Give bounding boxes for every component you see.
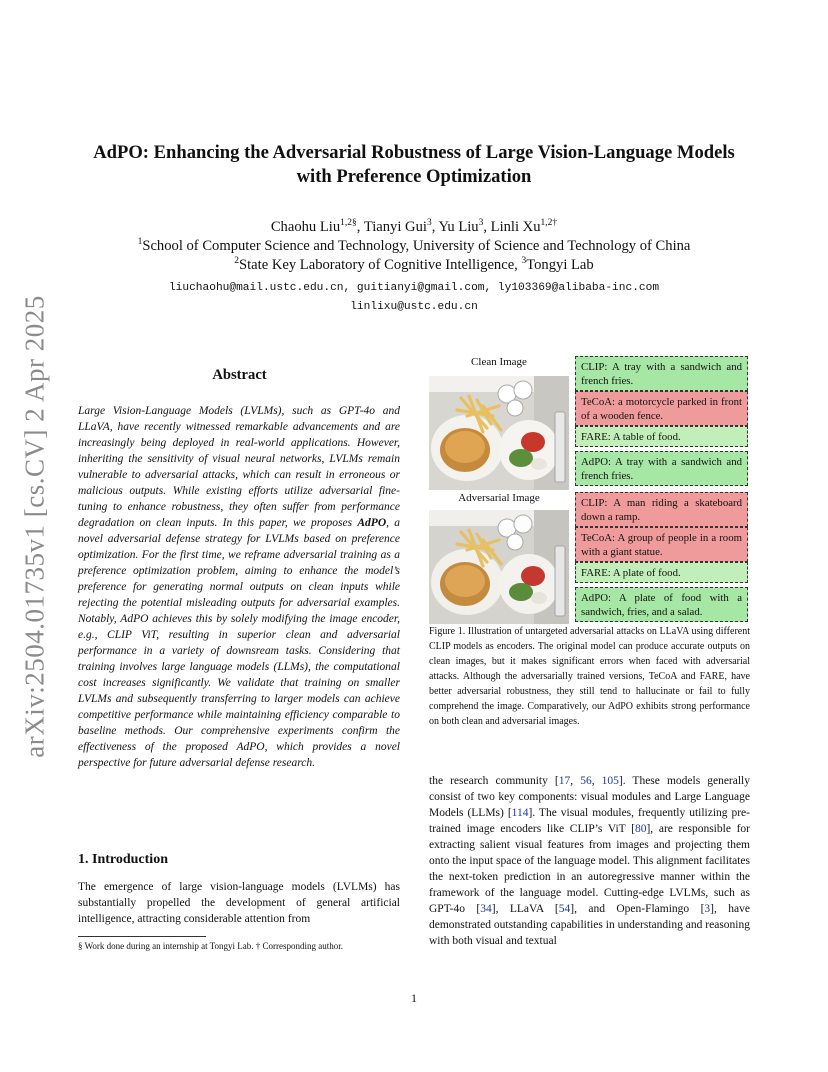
clean-caption-clip: CLIP: A tray with a sandwich and french fries. xyxy=(575,356,748,391)
abstract-text: Large Vision-Language Models (LVLMs), such as GPT-4o and LLaVA, have recently witnessed remarkable advancements and are increasingly being deployed in real-world applications. However, inheriting the sensitivity of visual neural networks, LVLMs remain vulnerable to adversarial attacks, which can result in erroneous or malicious outputs. While existing efforts utilize adversarial fine-tuning to enhance robustness, they often suffer from performance degradation on clean inputs. In this paper, we proposes AdPO, a novel adversarial defense strategy for LVLMs based on preference optimization. For the first time, we reframe adversarial training as a preference optimization problem, aiming to enhance the model’s preference for generating normal outputs on clean inputs while rejecting the potential misleading outputs for adversarial examples. Notably, AdPO achieves this by solely modifying the image encoder, e.g., CLIP ViT, resulting in superior clean and adversarial performance in a variety of downsream tasks. Considering that training involves large language models (LLMs), the computational cost increases significantly. We validate that training on smaller LVLMs and subsequently transferring to larger models can achieve competitive performance while maintaining efficiency comparable to baseline methods. Our comprehensive experiments confirm the effectiveness of the proposed AdPO, which provides a novel perspective for future adversarial defense research. xyxy=(78,405,400,769)
author-emails xyxy=(60,279,768,317)
affiliation-1: $^1$School of Computer Science and Technology, University of Science and Technology of China xyxy=(137,237,691,254)
adversarial-caption-tecoa: TeCoA: A group of people in a room with a giant statue. xyxy=(575,527,748,562)
author-name: Chaohu Liu xyxy=(270,219,341,235)
author-name: Yu Liu xyxy=(438,219,479,235)
author-affiliation-mark: 3 xyxy=(426,218,432,229)
author-affiliation-mark: 3 xyxy=(478,218,484,229)
citation-link[interactable]: 3 xyxy=(704,903,711,915)
footnote-rule xyxy=(78,936,206,937)
citation-link[interactable]: 56 xyxy=(580,775,592,787)
arxiv-stamp xyxy=(20,292,50,760)
clean-image-label: Clean Image xyxy=(471,356,527,368)
abstract-heading: Abstract xyxy=(212,367,267,383)
email-line-1: liuchaohu@mail.ustc.edu.cn, guitianyi@gmail.com, ly103369@alibaba-inc.com xyxy=(168,282,660,294)
clean-caption-tecoa: TeCoA: a motorcycle parked in front of a wooden fence. xyxy=(575,391,748,426)
clean-food-photo xyxy=(429,376,569,490)
section-heading-introduction: 1. Introduction xyxy=(78,852,168,867)
affiliation-2: $^2$State Key Laboratory of Cognitive Intelligence, $^3$Tongyi Lab xyxy=(234,256,594,273)
title-line-1: AdPO: Enhancing the Adversarial Robustness of Large Vision-Language Models xyxy=(93,142,735,163)
author-affiliation-mark: 1,2† xyxy=(540,218,558,229)
adversarial-image-label: Adversarial Image xyxy=(458,492,540,504)
adversarial-caption-clip: CLIP: A man riding a skateboard down a ramp. xyxy=(575,492,748,527)
adversarial-food-photo xyxy=(429,510,569,624)
author-block xyxy=(60,218,768,275)
clean-caption-adpo: AdPO: A tray with a sandwich and french fries. xyxy=(575,451,748,486)
paper-title xyxy=(60,141,768,189)
figure-1-caption: Figure 1. Illustration of untargeted adversarial attacks on LLaVA using different CLIP models as encoders. The original model can produce accurate outputs on clean images, but it makes significant errors when faced with adversarial attacks. Although the adversarially trained versions, TeCoA and FARE, have better adversarial robustness, they still tend to hallucinate or fail to fully comprehend the image. Comparatively, our AdPO exhibits strong performance on both clean and adversarial images. xyxy=(429,626,750,727)
introduction-text-continued: the research community [17, 56, 105]. These models generally consist of two key components: visual modules and Large Language Models (LLMs) [114]. The visual modules, frequently utilizing pre-trained image encoders like CLIP’s ViT [80], are responsible for extracting salient visual features from images and projecting them onto the input space of the language model. This alignment facilitates the next-token prediction in an autoregressive manner within the framework of the language model. Cutting-edge LVLMs, such as GPT-4o [34], LLaVA [54], and Open-Flamingo [3], have demonstrated outstanding capabilities in understanding and reasoning with both visual and textual xyxy=(429,775,751,947)
citation-link[interactable]: 34 xyxy=(480,903,492,915)
food-tray-illustration xyxy=(429,376,569,490)
citation-link[interactable]: 54 xyxy=(558,903,571,915)
food-tray-illustration xyxy=(429,510,569,624)
citation-link[interactable]: 17 xyxy=(558,775,571,787)
author-name: Linli Xu xyxy=(490,219,541,235)
citation-link[interactable]: 105 xyxy=(601,775,619,787)
adversarial-caption-fare: FARE: A plate of food. xyxy=(575,562,748,583)
adversarial-caption-adpo: AdPO: A plate of food with a sandwich, fries, and a salad. xyxy=(575,587,748,622)
footnote: § Work done during an internship at Tongyi Lab. † Corresponding author. xyxy=(78,941,344,951)
citation-link[interactable]: 80 xyxy=(634,823,647,835)
page-number: 1 xyxy=(411,991,417,1005)
author-name: Tianyi Gui xyxy=(363,219,427,235)
method-name: AdPO xyxy=(357,517,387,529)
citation-link[interactable]: 114 xyxy=(511,807,529,819)
clean-caption-fare: FARE: A table of food. xyxy=(575,426,748,447)
author-affiliation-mark: 1,2§ xyxy=(340,218,357,229)
arxiv-id: arXiv:2504.01735v1 [cs.CV] 2 Apr 2025 xyxy=(19,294,50,758)
author-list: Chaohu Liu$^{1,2\S}$, Tianyi Gui$^3$, Yu Liu$^3$, Linli $Xu^{1,2\dagger}$ xyxy=(270,218,558,235)
email-line-2: linlixu@ustc.edu.cn xyxy=(350,301,478,313)
title-line-2: with Preference Optimization xyxy=(296,166,532,187)
introduction-text: The emergence of large vision-language models (LVLMs) has substantially propelled the development of general artificial intelligence, attracting considerable attention from xyxy=(78,881,400,925)
